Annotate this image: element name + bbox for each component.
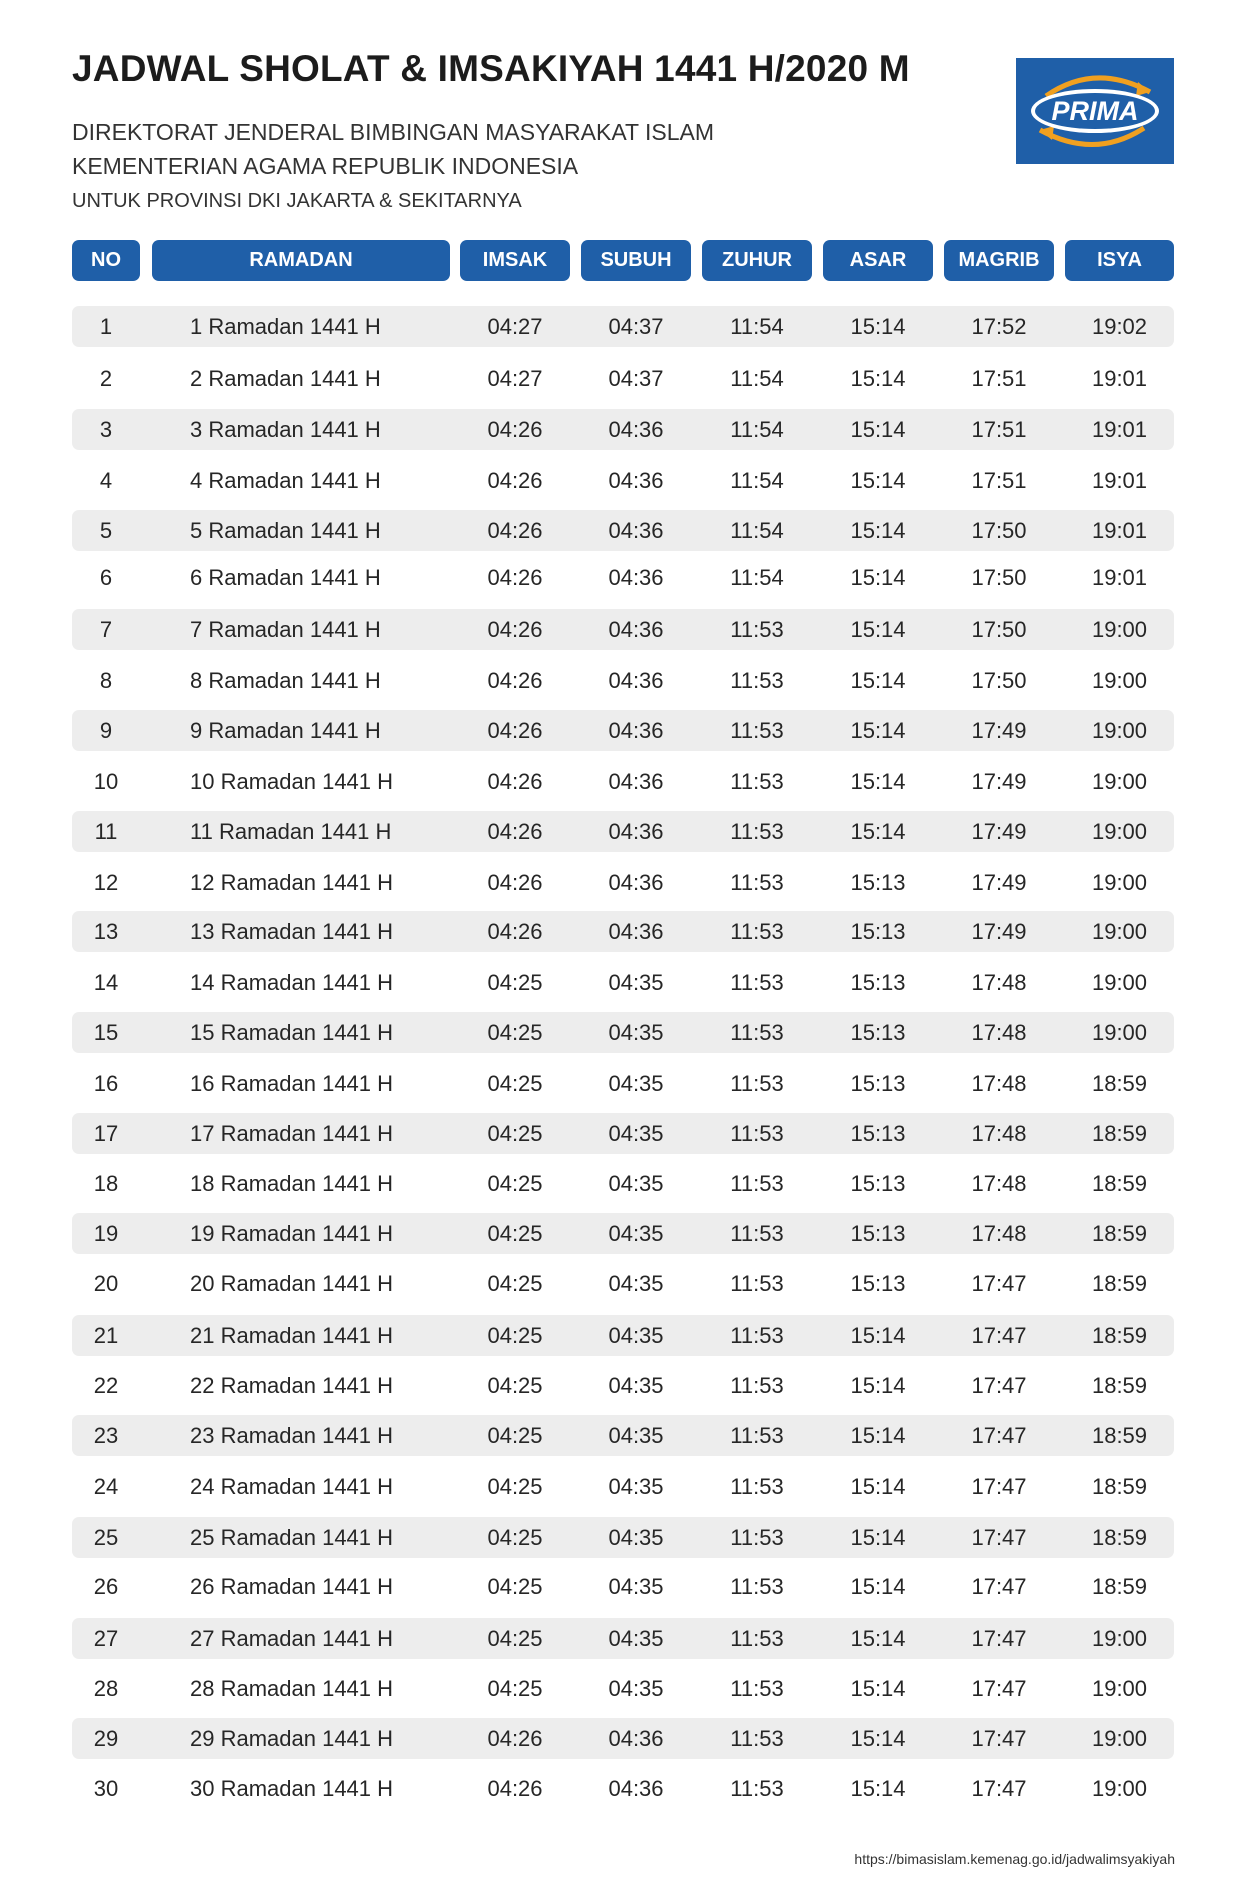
cell-zuhur: 11:53 xyxy=(730,1525,784,1550)
cell-imsak: 04:27 xyxy=(487,314,543,339)
cell-no: 6 xyxy=(99,565,113,590)
table-row xyxy=(72,1012,1174,1053)
table-row xyxy=(72,1668,1174,1709)
table-row xyxy=(72,811,1174,852)
cell-asar: 15:13 xyxy=(850,919,906,944)
cell-asar: 15:13 xyxy=(850,1121,906,1146)
cell-zuhur: 11:54 xyxy=(730,518,784,543)
cell-magrib: 17:50 xyxy=(971,617,1027,642)
cell-ramadan: 24 Ramadan 1441 H xyxy=(190,1474,394,1499)
cell-no: 21 xyxy=(93,1323,119,1348)
cell-asar: 15:13 xyxy=(850,870,906,895)
cell-no: 23 xyxy=(93,1423,119,1448)
cell-asar: 15:13 xyxy=(850,1221,906,1246)
cell-subuh: 04:35 xyxy=(608,1171,664,1196)
cell-zuhur: 11:54 xyxy=(730,366,784,391)
cell-subuh: 04:35 xyxy=(608,1323,664,1348)
header-magrib: MAGRIB xyxy=(944,240,1054,281)
cell-no: 24 xyxy=(93,1474,119,1499)
table-row xyxy=(72,660,1174,701)
prima-logo xyxy=(1016,58,1174,164)
table-row xyxy=(72,1163,1174,1204)
cell-imsak: 04:25 xyxy=(487,1423,543,1448)
cell-imsak: 04:25 xyxy=(487,1121,543,1146)
cell-ramadan: 5 Ramadan 1441 H xyxy=(190,518,381,543)
cell-zuhur: 11:53 xyxy=(730,718,784,743)
cell-subuh: 04:37 xyxy=(608,366,664,391)
cell-asar: 15:14 xyxy=(850,565,906,590)
table-row xyxy=(72,306,1174,347)
cell-asar: 15:13 xyxy=(850,1071,906,1096)
header-isya: ISYA xyxy=(1065,240,1174,281)
cell-no: 13 xyxy=(93,919,119,944)
cell-subuh: 04:35 xyxy=(608,1574,664,1599)
cell-zuhur: 11:53 xyxy=(730,668,784,693)
cell-subuh: 04:36 xyxy=(608,769,664,794)
logo-text: PRIMA xyxy=(1051,96,1139,126)
cell-zuhur: 11:53 xyxy=(730,617,784,642)
page-title: JADWAL SHOLAT & IMSAKIYAH 1441 H/2020 M xyxy=(72,48,910,89)
cell-isya: 19:00 xyxy=(1091,870,1148,895)
cell-asar: 15:14 xyxy=(850,366,906,391)
table-row xyxy=(72,1768,1174,1809)
cell-imsak: 04:25 xyxy=(487,1071,543,1096)
cell-magrib: 17:47 xyxy=(971,1676,1027,1701)
cell-imsak: 04:25 xyxy=(487,1020,543,1045)
cell-ramadan: 29 Ramadan 1441 H xyxy=(190,1726,394,1751)
header-asar: ASAR xyxy=(823,240,933,281)
cell-subuh: 04:37 xyxy=(608,314,664,339)
cell-magrib: 17:47 xyxy=(971,1726,1027,1751)
cell-imsak: 04:26 xyxy=(487,1726,543,1751)
cell-ramadan: 9 Ramadan 1441 H xyxy=(190,718,381,743)
cell-ramadan: 30 Ramadan 1441 H xyxy=(190,1776,394,1801)
table-row xyxy=(72,710,1174,751)
cell-imsak: 04:26 xyxy=(487,518,543,543)
cell-subuh: 04:35 xyxy=(608,1221,664,1246)
cell-isya: 18:59 xyxy=(1091,1574,1148,1599)
cell-ramadan: 27 Ramadan 1441 H xyxy=(190,1626,394,1651)
cell-zuhur: 11:53 xyxy=(730,1323,784,1348)
cell-imsak: 04:26 xyxy=(487,1776,543,1801)
table-row xyxy=(72,1415,1174,1456)
cell-zuhur: 11:53 xyxy=(730,970,784,995)
cell-ramadan: 6 Ramadan 1441 H xyxy=(190,565,381,590)
subtitle-province: UNTUK PROVINSI DKI JAKARTA & SEKITARNYA xyxy=(72,190,522,212)
cell-imsak: 04:25 xyxy=(487,1474,543,1499)
cell-asar: 15:14 xyxy=(850,718,906,743)
cell-no: 10 xyxy=(93,769,119,794)
cell-isya: 18:59 xyxy=(1091,1221,1148,1246)
cell-zuhur: 11:53 xyxy=(730,1776,784,1801)
subtitle-ministry: KEMENTERIAN AGAMA REPUBLIK INDONESIA xyxy=(72,153,579,179)
header-no: NO xyxy=(72,240,140,281)
cell-isya: 19:00 xyxy=(1091,1776,1148,1801)
cell-isya: 19:01 xyxy=(1091,518,1148,543)
cell-imsak: 04:26 xyxy=(487,417,543,442)
header-subuh: SUBUH xyxy=(581,240,691,281)
cell-magrib: 17:49 xyxy=(971,870,1027,895)
cell-magrib: 17:48 xyxy=(971,1071,1027,1096)
cell-ramadan: 1 Ramadan 1441 H xyxy=(190,314,381,339)
table-row xyxy=(72,1113,1174,1154)
header-ramadan: RAMADAN xyxy=(152,240,450,281)
cell-asar: 15:13 xyxy=(850,970,906,995)
cell-subuh: 04:35 xyxy=(608,1020,664,1045)
table-row xyxy=(72,862,1174,903)
cell-magrib: 17:50 xyxy=(971,518,1027,543)
cell-no: 16 xyxy=(93,1071,119,1096)
table-row xyxy=(72,962,1174,1003)
cell-magrib: 17:49 xyxy=(971,819,1027,844)
cell-zuhur: 11:53 xyxy=(730,1574,784,1599)
cell-zuhur: 11:53 xyxy=(730,1020,784,1045)
cell-subuh: 04:35 xyxy=(608,1676,664,1701)
cell-imsak: 04:25 xyxy=(487,1676,543,1701)
cell-asar: 15:14 xyxy=(850,468,906,493)
cell-isya: 18:59 xyxy=(1091,1373,1148,1398)
cell-isya: 19:00 xyxy=(1091,1676,1148,1701)
header-imsak: IMSAK xyxy=(460,240,570,281)
cell-asar: 15:14 xyxy=(850,1423,906,1448)
cell-imsak: 04:26 xyxy=(487,919,543,944)
cell-imsak: 04:26 xyxy=(487,468,543,493)
cell-asar: 15:14 xyxy=(850,1776,906,1801)
cell-magrib: 17:48 xyxy=(971,1121,1027,1146)
cell-ramadan: 2 Ramadan 1441 H xyxy=(190,366,381,391)
cell-ramadan: 18 Ramadan 1441 H xyxy=(190,1171,394,1196)
cell-asar: 15:14 xyxy=(850,314,906,339)
cell-no: 17 xyxy=(93,1121,119,1146)
cell-asar: 15:14 xyxy=(850,417,906,442)
cell-no: 14 xyxy=(93,970,119,995)
cell-no: 19 xyxy=(93,1221,119,1246)
cell-ramadan: 14 Ramadan 1441 H xyxy=(190,970,394,995)
cell-isya: 18:59 xyxy=(1091,1525,1148,1550)
cell-subuh: 04:36 xyxy=(608,919,664,944)
cell-magrib: 17:47 xyxy=(971,1525,1027,1550)
cell-subuh: 04:35 xyxy=(608,1474,664,1499)
table-row xyxy=(72,1213,1174,1254)
cell-subuh: 04:35 xyxy=(608,1071,664,1096)
cell-subuh: 04:35 xyxy=(608,1525,664,1550)
cell-no: 30 xyxy=(93,1776,119,1801)
cell-ramadan: 13 Ramadan 1441 H xyxy=(190,919,394,944)
table-row xyxy=(72,1466,1174,1507)
table-row xyxy=(72,510,1174,551)
cell-subuh: 04:36 xyxy=(608,718,664,743)
cell-magrib: 17:51 xyxy=(971,366,1027,391)
cell-subuh: 04:35 xyxy=(608,1423,664,1448)
cell-zuhur: 11:53 xyxy=(730,819,784,844)
cell-zuhur: 11:53 xyxy=(730,1676,784,1701)
cell-asar: 15:14 xyxy=(850,1474,906,1499)
cell-imsak: 04:25 xyxy=(487,1271,543,1296)
cell-zuhur: 11:53 xyxy=(730,1726,784,1751)
cell-ramadan: 22 Ramadan 1441 H xyxy=(190,1373,394,1398)
cell-no: 8 xyxy=(99,668,113,693)
cell-ramadan: 17 Ramadan 1441 H xyxy=(190,1121,394,1146)
cell-imsak: 04:26 xyxy=(487,870,543,895)
cell-isya: 18:59 xyxy=(1091,1171,1148,1196)
cell-zuhur: 11:53 xyxy=(730,1373,784,1398)
cell-asar: 15:14 xyxy=(850,518,906,543)
cell-ramadan: 10 Ramadan 1441 H xyxy=(190,769,394,794)
cell-asar: 15:14 xyxy=(850,819,906,844)
cell-ramadan: 20 Ramadan 1441 H xyxy=(190,1271,394,1296)
cell-zuhur: 11:54 xyxy=(730,565,784,590)
cell-isya: 19:01 xyxy=(1091,565,1148,590)
cell-no: 27 xyxy=(93,1626,119,1651)
cell-ramadan: 3 Ramadan 1441 H xyxy=(190,417,381,442)
cell-magrib: 17:47 xyxy=(971,1373,1027,1398)
table-row xyxy=(72,1618,1174,1659)
cell-zuhur: 11:53 xyxy=(730,1221,784,1246)
cell-subuh: 04:35 xyxy=(608,1121,664,1146)
cell-magrib: 17:51 xyxy=(971,417,1027,442)
cell-magrib: 17:47 xyxy=(971,1574,1027,1599)
cell-magrib: 17:48 xyxy=(971,970,1027,995)
cell-imsak: 04:25 xyxy=(487,1525,543,1550)
cell-isya: 18:59 xyxy=(1091,1121,1148,1146)
cell-zuhur: 11:53 xyxy=(730,769,784,794)
cell-isya: 19:01 xyxy=(1091,468,1148,493)
table-row xyxy=(72,1315,1174,1356)
cell-isya: 19:00 xyxy=(1091,919,1148,944)
cell-no: 11 xyxy=(94,819,118,844)
cell-isya: 19:00 xyxy=(1091,819,1148,844)
cell-ramadan: 25 Ramadan 1441 H xyxy=(190,1525,394,1550)
table-row xyxy=(72,1365,1174,1406)
cell-subuh: 04:36 xyxy=(608,1776,664,1801)
cell-zuhur: 11:54 xyxy=(730,417,784,442)
cell-isya: 19:02 xyxy=(1091,314,1148,339)
cell-subuh: 04:36 xyxy=(608,565,664,590)
subtitle-directorate: DIREKTORAT JENDERAL BIMBINGAN MASYARAKAT ISLAM xyxy=(72,119,715,145)
table-row xyxy=(72,911,1174,952)
cell-subuh: 04:36 xyxy=(608,417,664,442)
cell-no: 22 xyxy=(93,1373,119,1398)
cell-magrib: 17:47 xyxy=(971,1474,1027,1499)
cell-magrib: 17:48 xyxy=(971,1171,1027,1196)
cell-imsak: 04:25 xyxy=(487,1221,543,1246)
cell-zuhur: 11:54 xyxy=(730,314,784,339)
cell-ramadan: 28 Ramadan 1441 H xyxy=(190,1676,394,1701)
cell-zuhur: 11:53 xyxy=(730,1271,784,1296)
cell-magrib: 17:47 xyxy=(971,1626,1027,1651)
cell-isya: 18:59 xyxy=(1091,1323,1148,1348)
cell-isya: 19:00 xyxy=(1091,668,1148,693)
cell-subuh: 04:35 xyxy=(608,970,664,995)
cell-isya: 18:59 xyxy=(1091,1271,1148,1296)
cell-magrib: 17:47 xyxy=(971,1271,1027,1296)
cell-isya: 18:59 xyxy=(1091,1474,1148,1499)
table-row xyxy=(72,409,1174,450)
cell-isya: 19:00 xyxy=(1091,718,1148,743)
cell-no: 26 xyxy=(93,1574,119,1599)
cell-isya: 19:00 xyxy=(1091,769,1148,794)
cell-asar: 15:13 xyxy=(850,1171,906,1196)
cell-imsak: 04:26 xyxy=(487,617,543,642)
cell-ramadan: 8 Ramadan 1441 H xyxy=(190,668,381,693)
table-row xyxy=(72,609,1174,650)
cell-imsak: 04:26 xyxy=(487,565,543,590)
cell-ramadan: 16 Ramadan 1441 H xyxy=(190,1071,394,1096)
table-row xyxy=(72,358,1174,399)
cell-no: 7 xyxy=(99,617,113,642)
cell-magrib: 17:49 xyxy=(971,919,1027,944)
cell-zuhur: 11:53 xyxy=(730,1423,784,1448)
cell-imsak: 04:25 xyxy=(487,1323,543,1348)
cell-zuhur: 11:53 xyxy=(730,1626,784,1651)
cell-no: 9 xyxy=(99,718,113,743)
cell-subuh: 04:35 xyxy=(608,1271,664,1296)
cell-ramadan: 4 Ramadan 1441 H xyxy=(190,468,381,493)
cell-no: 12 xyxy=(93,870,119,895)
table-row xyxy=(72,1263,1174,1304)
cell-zuhur: 11:53 xyxy=(730,1071,784,1096)
cell-imsak: 04:26 xyxy=(487,668,543,693)
cell-isya: 19:00 xyxy=(1091,970,1148,995)
cell-subuh: 04:35 xyxy=(608,1373,664,1398)
cell-no: 4 xyxy=(99,468,113,493)
cell-asar: 15:14 xyxy=(850,617,906,642)
cell-no: 25 xyxy=(93,1525,119,1550)
cell-subuh: 04:36 xyxy=(608,668,664,693)
cell-imsak: 04:26 xyxy=(487,819,543,844)
cell-imsak: 04:25 xyxy=(487,1574,543,1599)
cell-ramadan: 26 Ramadan 1441 H xyxy=(190,1574,394,1599)
cell-asar: 15:13 xyxy=(850,1020,906,1045)
cell-ramadan: 7 Ramadan 1441 H xyxy=(190,617,381,642)
cell-no: 29 xyxy=(93,1726,119,1751)
cell-magrib: 17:51 xyxy=(971,468,1027,493)
cell-subuh: 04:36 xyxy=(608,870,664,895)
cell-subuh: 04:35 xyxy=(608,1626,664,1651)
cell-magrib: 17:48 xyxy=(971,1221,1027,1246)
cell-magrib: 17:50 xyxy=(971,565,1027,590)
cell-subuh: 04:36 xyxy=(608,518,664,543)
cell-isya: 19:01 xyxy=(1091,417,1148,442)
cell-zuhur: 11:53 xyxy=(730,1121,784,1146)
cell-zuhur: 11:53 xyxy=(730,919,784,944)
cell-zuhur: 11:53 xyxy=(730,1474,784,1499)
table-row xyxy=(72,460,1174,501)
cell-imsak: 04:25 xyxy=(487,1626,543,1651)
cell-isya: 19:00 xyxy=(1091,1726,1148,1751)
cell-imsak: 04:25 xyxy=(487,1171,543,1196)
table-row xyxy=(72,557,1174,598)
cell-asar: 15:14 xyxy=(850,1323,906,1348)
cell-ramadan: 12 Ramadan 1441 H xyxy=(190,870,394,895)
cell-subuh: 04:36 xyxy=(608,617,664,642)
cell-ramadan: 23 Ramadan 1441 H xyxy=(190,1423,394,1448)
cell-subuh: 04:36 xyxy=(608,819,664,844)
cell-ramadan: 21 Ramadan 1441 H xyxy=(190,1323,394,1348)
cell-no: 18 xyxy=(93,1171,119,1196)
cell-isya: 19:00 xyxy=(1091,1626,1148,1651)
cell-asar: 15:14 xyxy=(850,1574,906,1599)
cell-magrib: 17:47 xyxy=(971,1323,1027,1348)
cell-subuh: 04:36 xyxy=(608,468,664,493)
cell-magrib: 17:52 xyxy=(971,314,1027,339)
header-zuhur: ZUHUR xyxy=(702,240,812,281)
table-row xyxy=(72,1566,1174,1607)
table-row xyxy=(72,1718,1174,1759)
cell-no: 15 xyxy=(93,1020,119,1045)
cell-no: 28 xyxy=(93,1676,119,1701)
cell-isya: 18:59 xyxy=(1091,1071,1148,1096)
cell-magrib: 17:47 xyxy=(971,1776,1027,1801)
cell-isya: 19:01 xyxy=(1091,366,1148,391)
cell-imsak: 04:26 xyxy=(487,769,543,794)
cell-imsak: 04:26 xyxy=(487,718,543,743)
table-row xyxy=(72,1517,1174,1558)
cell-no: 5 xyxy=(99,518,113,543)
cell-ramadan: 11 Ramadan 1441 H xyxy=(190,819,392,844)
cell-zuhur: 11:53 xyxy=(730,870,784,895)
cell-asar: 15:14 xyxy=(850,1676,906,1701)
cell-asar: 15:14 xyxy=(850,1373,906,1398)
cell-zuhur: 11:54 xyxy=(730,468,784,493)
cell-magrib: 17:50 xyxy=(971,668,1027,693)
table-row xyxy=(72,761,1174,802)
cell-asar: 15:14 xyxy=(850,1626,906,1651)
cell-imsak: 04:25 xyxy=(487,970,543,995)
cell-no: 3 xyxy=(99,417,113,442)
cell-asar: 15:14 xyxy=(850,668,906,693)
cell-asar: 15:13 xyxy=(850,1271,906,1296)
cell-zuhur: 11:53 xyxy=(730,1171,784,1196)
cell-subuh: 04:36 xyxy=(608,1726,664,1751)
cell-imsak: 04:25 xyxy=(487,1373,543,1398)
cell-ramadan: 19 Ramadan 1441 H xyxy=(190,1221,394,1246)
cell-no: 2 xyxy=(99,366,113,391)
cell-asar: 15:14 xyxy=(850,1525,906,1550)
cell-isya: 18:59 xyxy=(1091,1423,1148,1448)
cell-asar: 15:14 xyxy=(850,1726,906,1751)
cell-isya: 19:00 xyxy=(1091,617,1148,642)
cell-magrib: 17:49 xyxy=(971,769,1027,794)
cell-magrib: 17:47 xyxy=(971,1423,1027,1448)
cell-ramadan: 15 Ramadan 1441 H xyxy=(190,1020,394,1045)
source-url: https://bimasislam.kemenag.go.id/jadwalimsyakiyah xyxy=(854,1851,1175,1867)
cell-asar: 15:14 xyxy=(850,769,906,794)
cell-isya: 19:00 xyxy=(1091,1020,1148,1045)
cell-no: 20 xyxy=(93,1271,119,1296)
cell-magrib: 17:48 xyxy=(971,1020,1027,1045)
cell-no: 1 xyxy=(99,314,113,339)
cell-magrib: 17:49 xyxy=(971,718,1027,743)
table-row xyxy=(72,1063,1174,1104)
cell-imsak: 04:27 xyxy=(487,366,543,391)
